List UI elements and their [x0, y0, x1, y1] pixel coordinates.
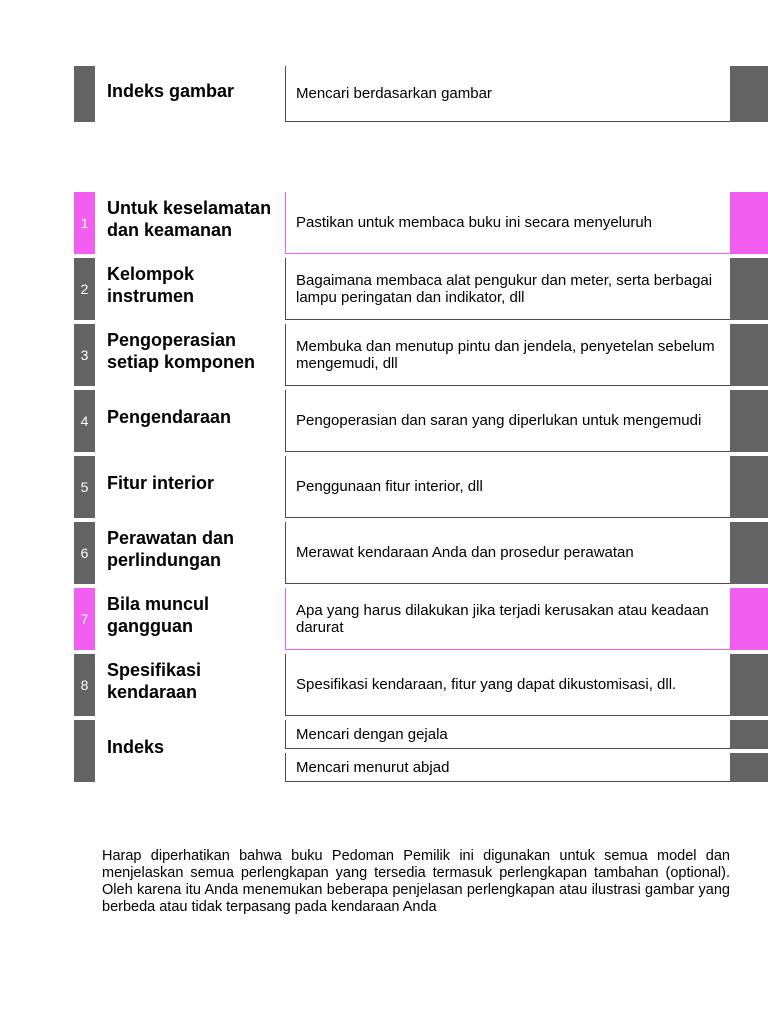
section-desc-picture-index: Mencari berdasarkan gambar — [285, 66, 730, 122]
section-tab-3[interactable] — [74, 324, 95, 386]
section-title-8[interactable]: Spesifikasi kendaraan — [107, 660, 202, 702]
section-title-3[interactable]: Pengoperasian setiap komponen — [107, 330, 256, 372]
section-desc-8: Spesifikasi kendaraan, fitur yang dapat dikustomisasi, dll. — [285, 654, 730, 716]
section-title-4[interactable]: Pengendaraan — [107, 407, 232, 427]
side-tab-3[interactable] — [730, 324, 768, 386]
section-title-1[interactable]: Untuk keselamatan dan keamanan — [107, 198, 272, 240]
side-tab-2[interactable] — [730, 258, 768, 320]
section-title-5[interactable]: Fitur interior — [107, 473, 214, 493]
section-tab-8[interactable] — [74, 654, 95, 716]
side-tab-1[interactable] — [730, 192, 768, 254]
section-tab-4[interactable] — [74, 390, 95, 452]
section-title-6[interactable]: Perawatan dan perlindungan — [107, 528, 235, 570]
section-desc-2: Bagaimana membaca alat pengukur dan meter, serta berbagai lampu peringatan dan indikator, dll — [285, 258, 730, 320]
section-tab-6[interactable] — [74, 522, 95, 584]
section-tab-1[interactable] — [74, 192, 95, 254]
section-number: 8 — [80, 677, 89, 693]
section-tab-5[interactable] — [74, 456, 95, 518]
side-tab-4[interactable] — [730, 390, 768, 452]
section-desc-3: Membuka dan menutup pintu dan jendela, penyetelan sebelum mengemudi, dll — [285, 324, 730, 386]
side-tab-index-symptom[interactable] — [730, 720, 768, 749]
section-desc-6: Merawat kendaraan Anda dan prosedur perawatan — [285, 522, 730, 584]
section-title-index[interactable]: Indeks — [107, 737, 165, 757]
side-tab-8[interactable] — [730, 654, 768, 716]
section-number: 3 — [80, 347, 89, 363]
section-tab-picture-index[interactable] — [74, 66, 95, 122]
disclaimer-note: Harap diperhatikan bahwa buku Pedoman Pemilik ini digunakan untuk semua model dan menjelaskan semua perlengkapan yang tersedia termasuk perlengkapan tambahan (optional). Oleh karena itu Anda menemukan beberapa penjelasan perlengkapan atau ilustrasi gambar yang berbeda atau tidak terpasang pada kendaraan Anda — [102, 848, 730, 915]
section-title-picture-index[interactable]: Indeks gambar — [107, 81, 235, 101]
section-number: 6 — [80, 545, 89, 561]
index-by-symptom[interactable]: Mencari dengan gejala — [285, 720, 730, 749]
side-tab-6[interactable] — [730, 522, 768, 584]
section-number: 2 — [80, 281, 89, 297]
section-title-2[interactable]: Kelompok instrumen — [107, 264, 195, 306]
section-desc-1: Pastikan untuk membaca buku ini secara menyeluruh — [285, 192, 730, 254]
section-number: 1 — [80, 215, 89, 231]
section-number: 7 — [80, 611, 89, 627]
section-number: 5 — [80, 479, 89, 495]
side-tab-7[interactable] — [730, 588, 768, 650]
section-desc-4: Pengoperasian dan saran yang diperlukan untuk mengemudi — [285, 390, 730, 452]
index-alphabetical[interactable]: Mencari menurut abjad — [285, 753, 730, 782]
section-number: 4 — [80, 413, 89, 429]
side-tab-picture-index[interactable] — [730, 66, 768, 122]
section-desc-7: Apa yang harus dilakukan jika terjadi kerusakan atau keadaan darurat — [285, 588, 730, 650]
section-title-7[interactable]: Bila muncul gangguan — [107, 594, 210, 636]
section-tab-index[interactable] — [74, 720, 95, 782]
side-tab-5[interactable] — [730, 456, 768, 518]
side-tab-index-alphabetical[interactable] — [730, 753, 768, 782]
section-tab-7[interactable] — [74, 588, 95, 650]
section-tab-2[interactable] — [74, 258, 95, 320]
section-desc-5: Penggunaan fitur interior, dll — [285, 456, 730, 518]
